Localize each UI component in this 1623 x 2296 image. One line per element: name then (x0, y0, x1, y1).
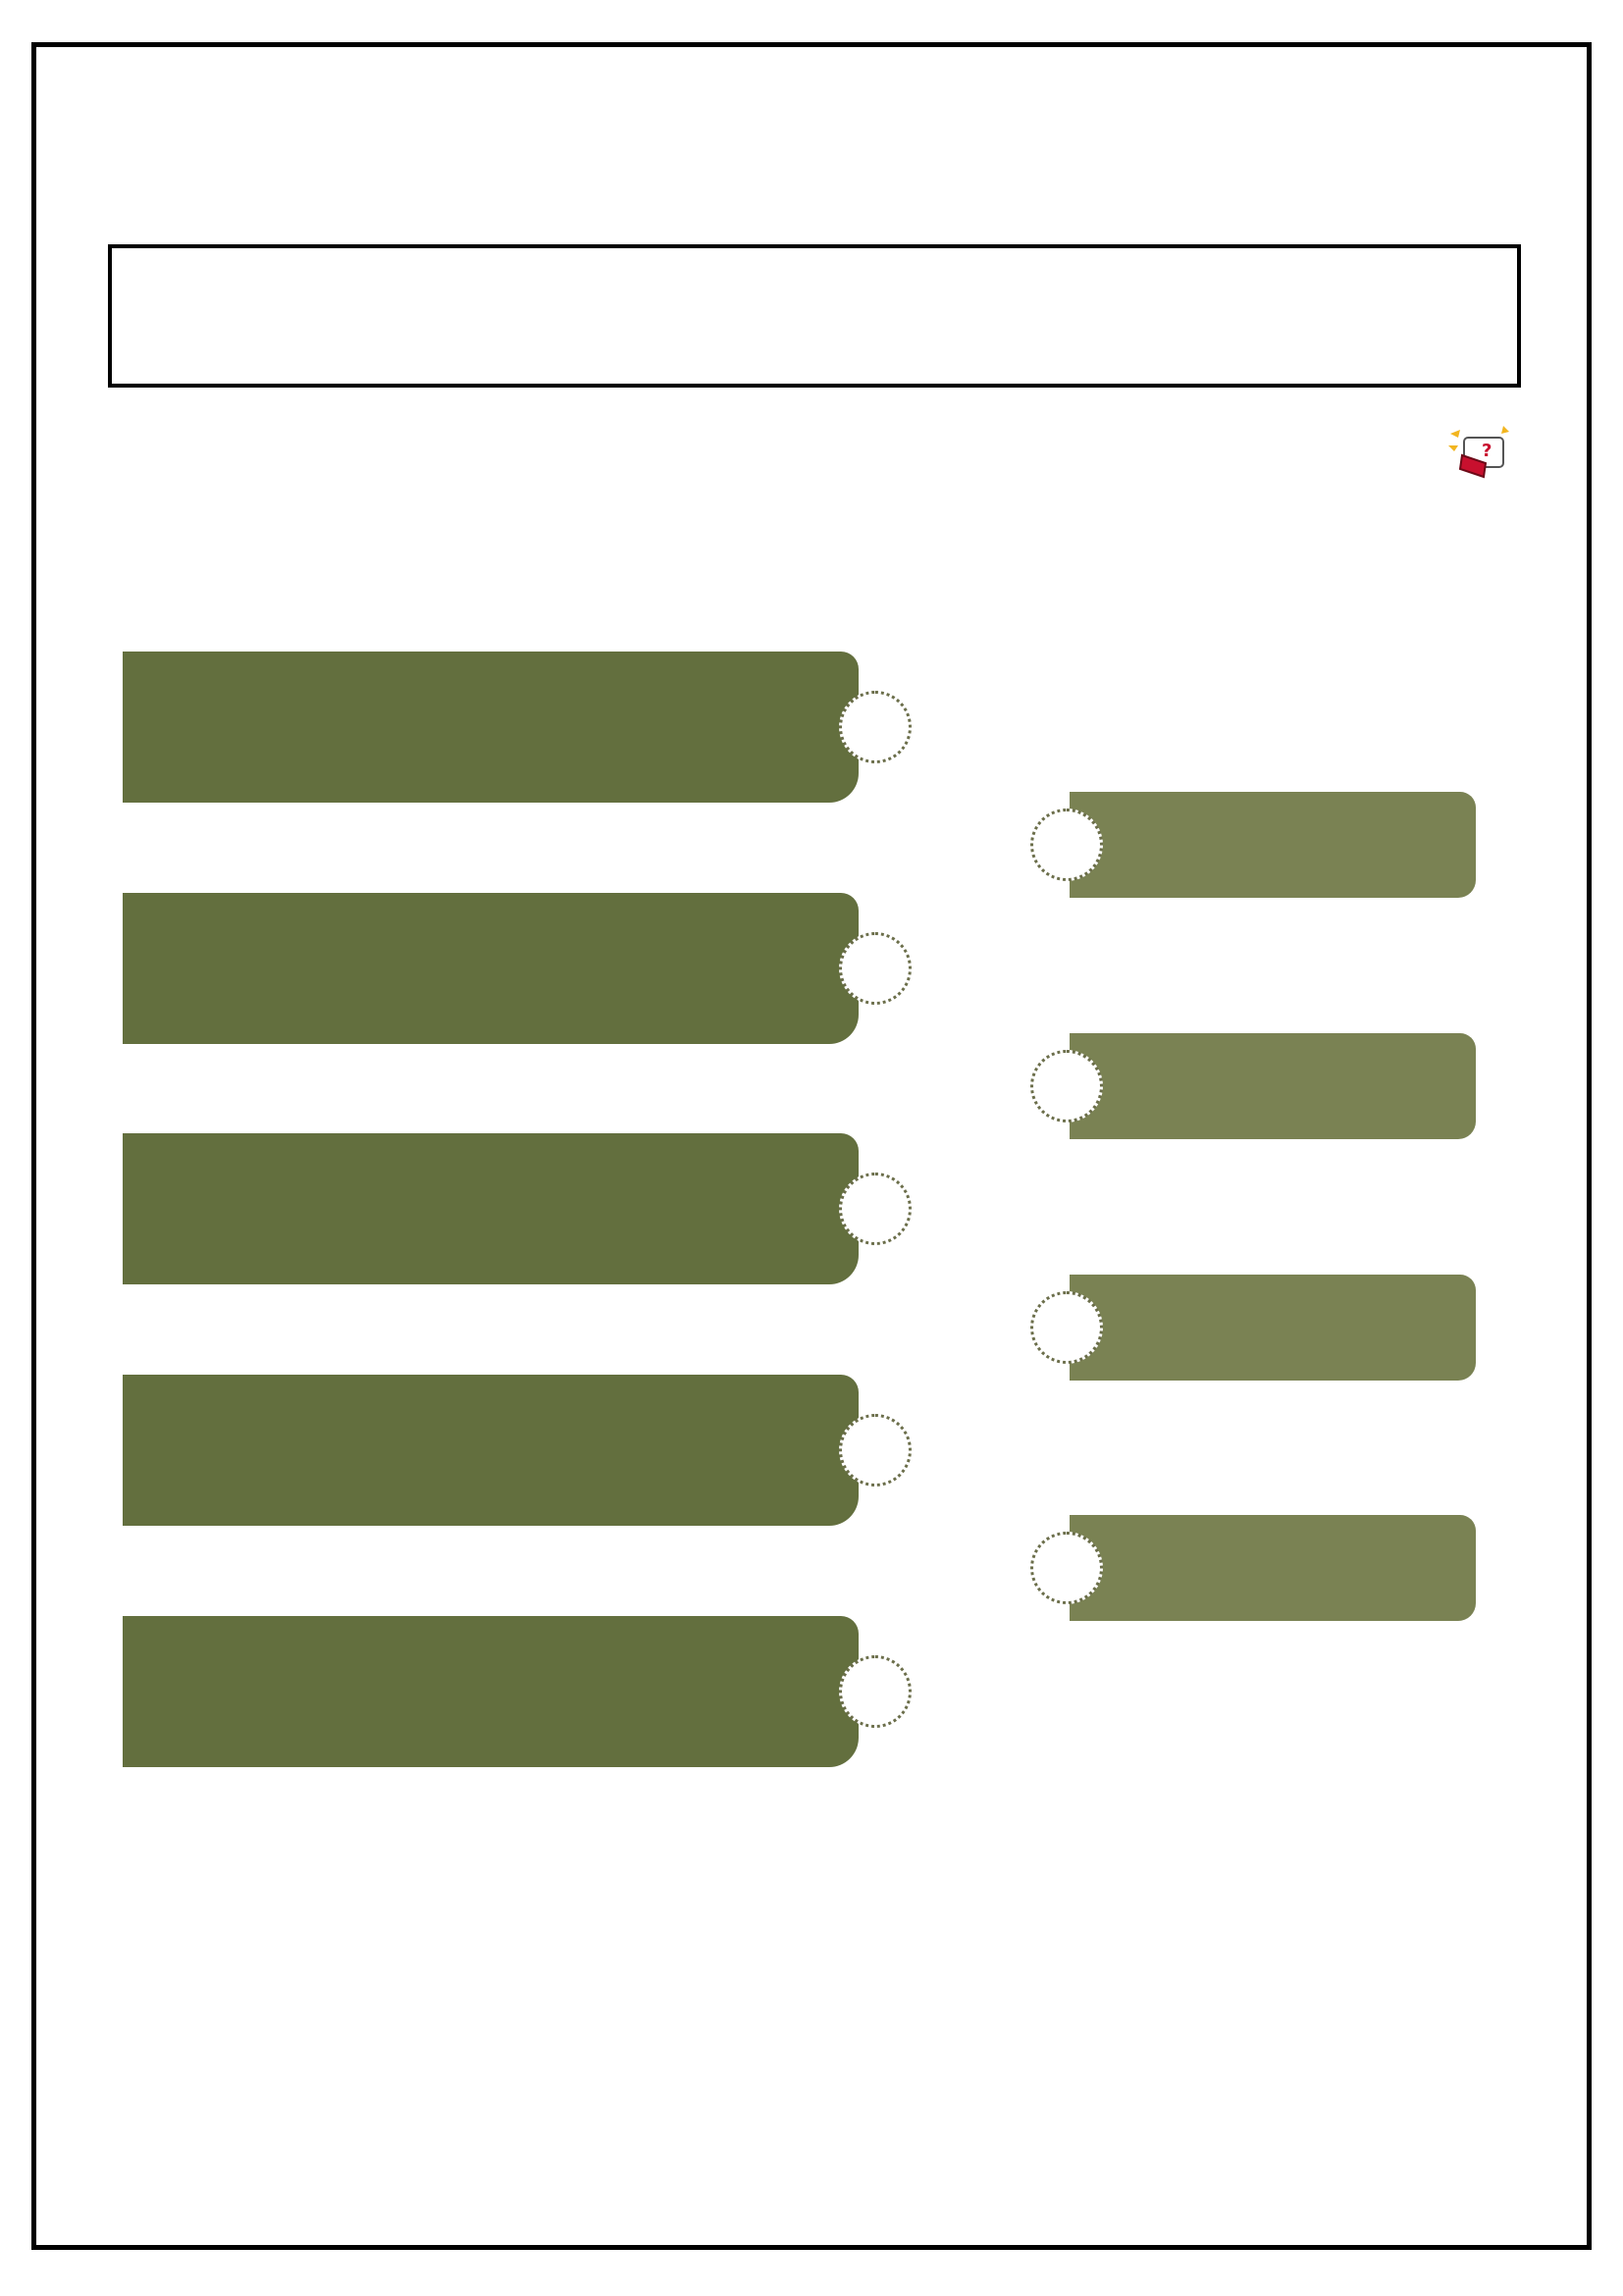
description-card-5 (123, 1616, 859, 1767)
match-point-description-3[interactable] (839, 1173, 912, 1245)
procedure-card-3 (1070, 1275, 1476, 1381)
description-text (152, 1133, 819, 1284)
procedure-label (1148, 792, 1456, 898)
question-card-icon (1446, 424, 1513, 483)
procedure-card-1 (1070, 792, 1476, 898)
description-card-4 (123, 1375, 859, 1526)
match-point-procedure-3[interactable] (1030, 1291, 1103, 1364)
procedure-label (1148, 1275, 1456, 1381)
match-point-procedure-2[interactable] (1030, 1050, 1103, 1122)
match-point-procedure-1[interactable] (1030, 809, 1103, 881)
svg-text:?: ? (1482, 441, 1492, 461)
description-text (152, 1616, 819, 1767)
student-name-box[interactable] (108, 244, 1521, 388)
description-text (152, 652, 819, 803)
description-text (152, 893, 819, 1044)
match-point-description-5[interactable] (839, 1655, 912, 1728)
description-text (152, 1375, 819, 1526)
match-point-description-2[interactable] (839, 932, 912, 1005)
description-card-1 (123, 652, 859, 803)
procedure-card-4 (1070, 1515, 1476, 1621)
description-card-2 (123, 893, 859, 1044)
description-card-3 (123, 1133, 859, 1284)
match-point-description-4[interactable] (839, 1414, 912, 1487)
procedure-label (1148, 1515, 1456, 1621)
match-point-description-1[interactable] (839, 691, 912, 763)
procedure-label (1148, 1033, 1456, 1139)
procedure-card-2 (1070, 1033, 1476, 1139)
match-point-procedure-4[interactable] (1030, 1532, 1103, 1604)
